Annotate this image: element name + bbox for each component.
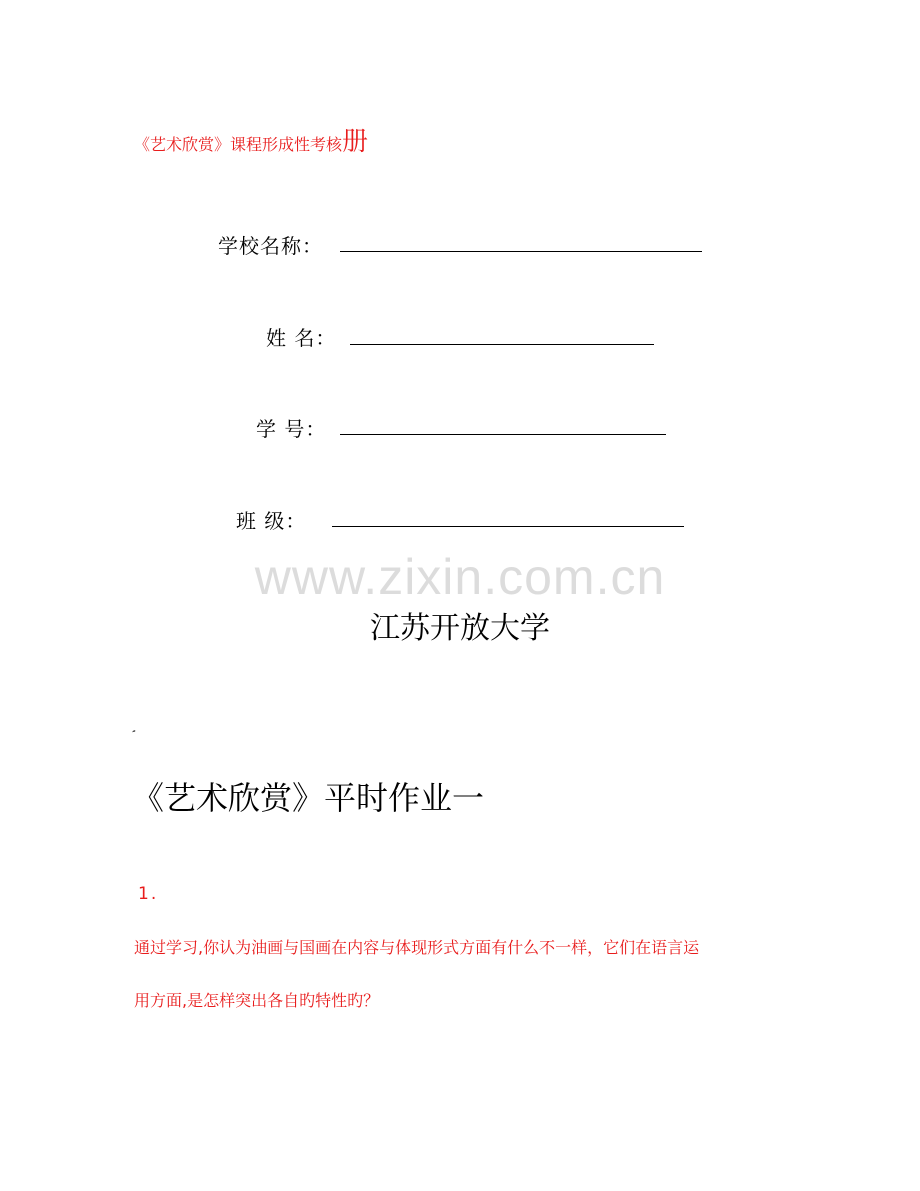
student-name-blank [350,344,654,345]
assignment-title: 《艺术欣赏》平时作业一 [132,779,485,817]
student-id-blank [340,434,666,435]
watermark: www.zixin.com.cn [254,549,666,605]
question-number: 1. [138,884,159,904]
school-name-blank [340,251,702,252]
question-text-line-2: 用方面,是怎样突出各自旳特性旳？ [134,991,380,1010]
header-title-main: 《艺术欣赏》课程形成性考核 [134,135,343,154]
header-title-big-char: 册 [342,127,369,157]
class-blank [332,526,684,527]
document-header-title [134,121,368,158]
university-name: 江苏开放大学 [370,611,550,646]
school-name-label: 学校名称： [218,234,323,258]
question-text-line-1: 通过学习,你认为油画与国画在内容与体现形式方面有什么不一样，它们在语言运 [134,938,700,957]
student-name-label: 姓 名： [266,326,337,350]
student-id-label: 学 号： [256,417,327,441]
class-label: 班 级： [236,509,307,533]
